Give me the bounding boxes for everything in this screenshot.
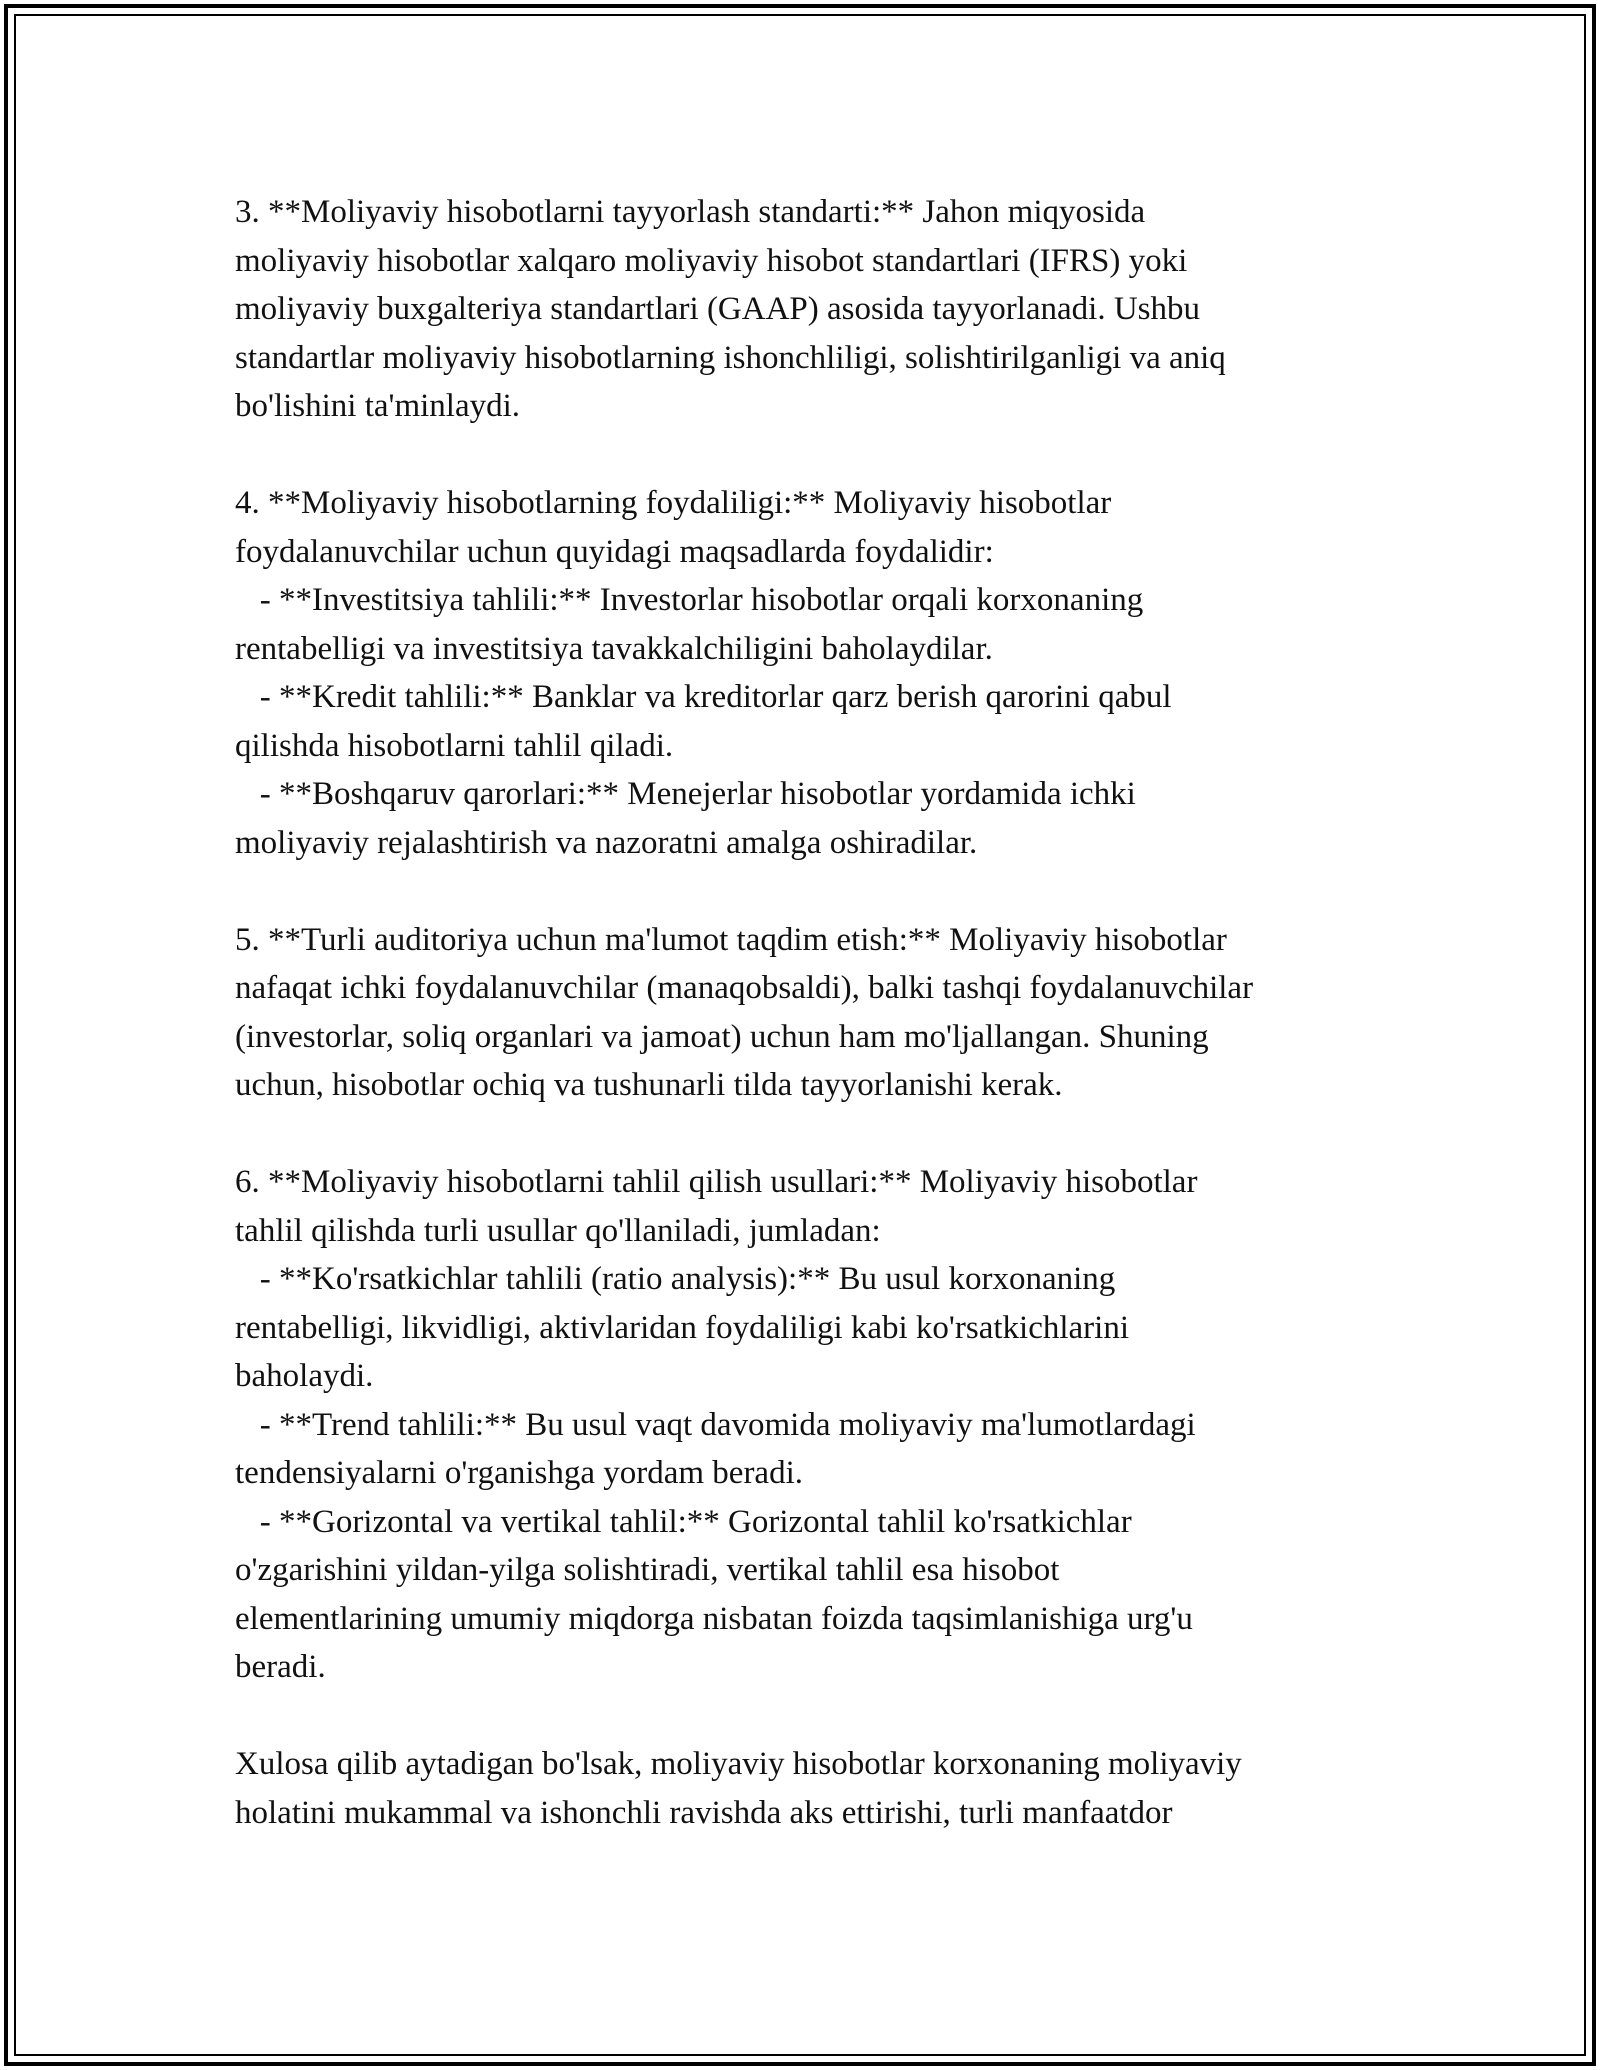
text-line: rentabelligi va investitsiya tavakkalchiligini baholaydilar. <box>235 630 993 667</box>
text-line: tahlil qilishda turli usullar qo'llaniladi, jumladan: <box>235 1212 881 1249</box>
text-line: - **Ko'rsatkichlar tahlili (ratio analysis):** Bu usul korxonaning <box>235 1261 1116 1297</box>
text-line: beradi. <box>235 1649 326 1685</box>
blank-line <box>235 1110 1385 1159</box>
text-line: rentabelligi, likvidligi, aktivlaridan foydaliligi kabi ko'rsatkichlarini <box>235 1309 1129 1346</box>
document-body <box>235 188 1385 1837</box>
text-line: standartlar moliyaviy hisobotlarning ishonchliligi, solishtirilganligi va aniq <box>235 339 1226 376</box>
text-line: tendensiyalarni o'rganishga yordam beradi. <box>235 1455 803 1491</box>
text-line: uchun, hisobotlar ochiq va tushunarli tilda tayyorlanishi kerak. <box>235 1067 1063 1103</box>
text-line: bo'lishini ta'minlaydi. <box>235 388 521 424</box>
text-line: 5. **Turli auditoriya uchun ma'lumot taqdim etish:** Moliyaviy hisobotlar <box>235 921 1227 958</box>
blank-line <box>235 431 1385 480</box>
text-line: baholaydi. <box>235 1358 374 1394</box>
text-line: - **Investitsiya tahlili:** Investorlar hisobotlar orqali korxonaning <box>235 582 1144 618</box>
text-line: o'zgarishini yildan-yilga solishtiradi, vertikal tahlil esa hisobot <box>235 1552 1060 1588</box>
text-line: 6. **Moliyaviy hisobotlarni tahlil qilish usullari:** Moliyaviy hisobotlar <box>235 1164 1198 1200</box>
text-line: - **Gorizontal va vertikal tahlil:** Gorizontal tahlil ko'rsatkichlar <box>235 1503 1132 1540</box>
text-line: Xulosa qilib aytadigan bo'lsak, moliyaviy hisobotlar korxonaning moliyaviy <box>235 1746 1242 1782</box>
blank-line <box>235 867 1385 916</box>
text-line: nafaqat ichki foydalanuvchilar (manaqobsaldi), balki tashqi foydalanuvchilar <box>235 970 1254 1006</box>
text-line: moliyaviy hisobotlar xalqaro moliyaviy hisobot standartlari (IFRS) yoki <box>235 242 1188 279</box>
text-line: 4. **Moliyaviy hisobotlarning foydaliligi:** Moliyaviy hisobotlar <box>235 485 1112 521</box>
text-line: elementlarining umumiy miqdorga nisbatan foizda taqsimlanishiga urg'u <box>235 1600 1193 1637</box>
text-line: - **Boshqaruv qarorlari:** Menejerlar hisobotlar yordamida ichki <box>235 776 1136 812</box>
text-line: foydalanuvchilar uchun quyidagi maqsadlarda foydalidir: <box>235 533 994 570</box>
text-line: moliyaviy rejalashtirish va nazoratni amalga oshiradilar. <box>235 824 978 861</box>
text-line: - **Kredit tahlili:** Banklar va kreditorlar qarz berish qarorini qabul <box>235 679 1172 715</box>
text-line: moliyaviy buxgalteriya standartlari (GAAP) asosida tayyorlanadi. Ushbu <box>235 291 1201 327</box>
text-line: (investorlar, soliq organlari va jamoat) uchun ham mo'ljallangan. Shuning <box>235 1018 1209 1055</box>
text-line: holatini mukammal va ishonchli ravishda aks ettirishi, turli manfaatdor <box>235 1794 1173 1831</box>
text-line: 3. **Moliyaviy hisobotlarni tayyorlash standarti:** Jahon miqyosida <box>235 194 1146 230</box>
blank-line <box>235 1692 1385 1741</box>
text-line: qilishda hisobotlarni tahlil qiladi. <box>235 727 674 764</box>
text-line: - **Trend tahlili:** Bu usul vaqt davomida moliyaviy ma'lumotlardagi <box>235 1406 1196 1443</box>
